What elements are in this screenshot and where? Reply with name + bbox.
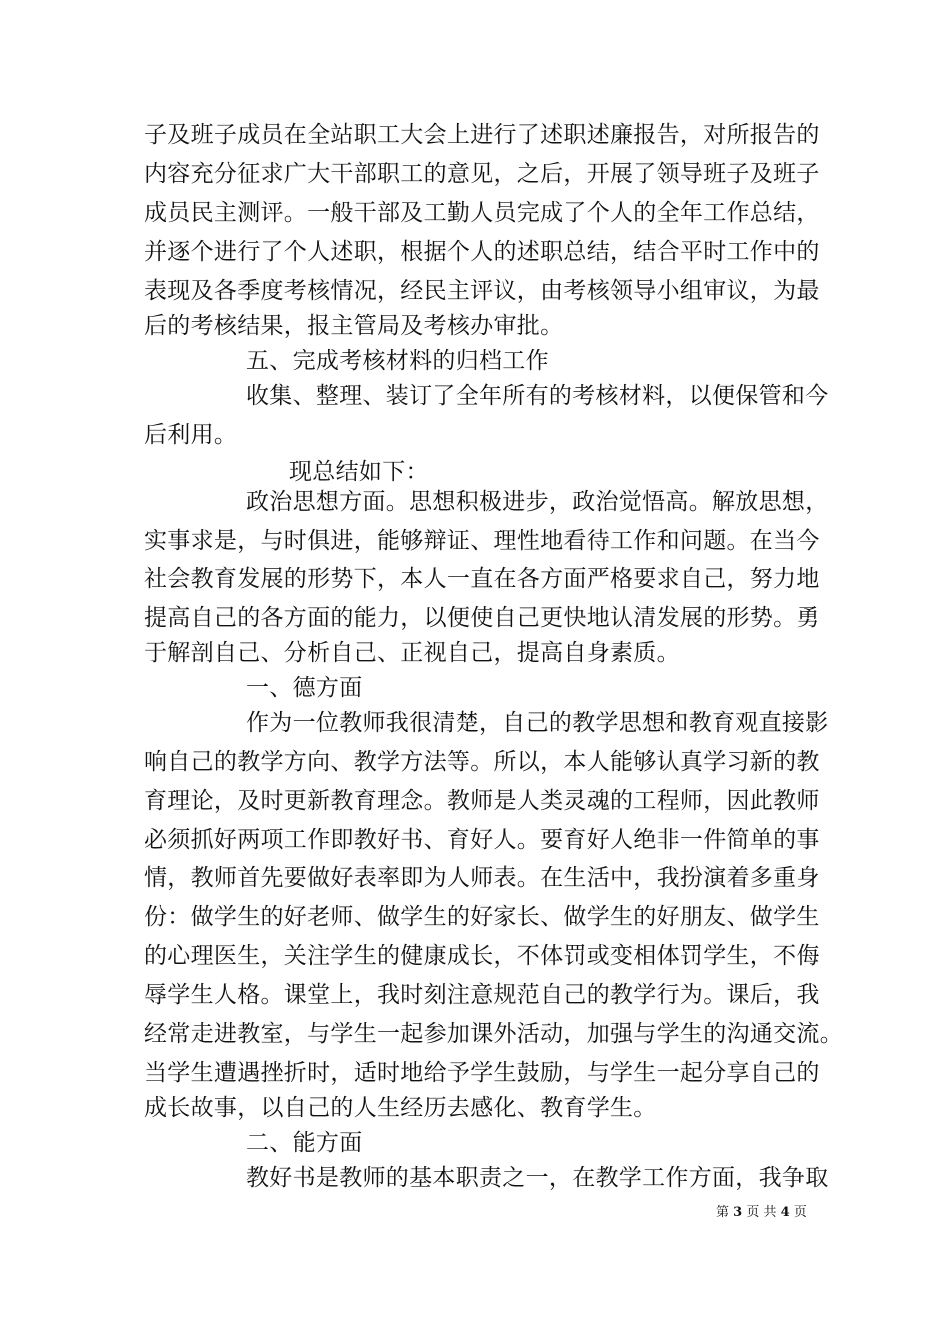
section-heading: 五、完成考核材料的归档工作 [246,348,549,374]
page-number-footer [716,1204,807,1222]
text-line: 表现及各季度考核情况，经民主评议，由考核领导小组审议，为最 [144,278,820,304]
text-line: 子及班子成员在全站职工大会上进行了述职述廉报告，对所报告的 [144,122,820,148]
summary-heading: 现总结如下： [289,459,429,485]
text-line: 社会教育发展的形势下，本人一直在各方面严格要求自己，努力地 [144,566,820,592]
text-line: 份：做学生的好老师、做学生的好家长、做学生的好朋友、做学生 [144,904,820,930]
section-heading: 二、能方面 [246,1130,363,1156]
footer-suffix: 页 [793,1205,807,1220]
text-line: 成员民主测评。一般干部及工勤人员完成了个人的全年工作总结， [144,200,820,226]
current-page-number: 3 [733,1205,743,1220]
text-line: 经常走进教室，与学生一起参加课外活动，加强与学生的沟通交流。 [144,1021,843,1047]
text-line: 政治思想方面。思想积极进步，政治觉悟高。解放思想， [246,489,829,515]
section-heading: 一、德方面 [246,675,363,701]
text-line: 教好书是教师的基本职责之一，在教学工作方面，我争取 [246,1165,829,1191]
text-line: 情，教师首先要做好表率即为人师表。在生活中，我扮演着多重身 [144,865,820,891]
text-line: 育理论，及时更新教育理念。教师是人类灵魂的工程师，因此教师 [144,788,820,814]
text-line: 后的考核结果，报主管局及考核办审批。 [144,313,564,339]
text-line: 辱学生人格。课堂上，我时刻注意规范自己的教学行为。课后，我 [144,982,820,1008]
text-line: 并逐个进行了个人述职，根据个人的述职总结，结合平时工作中的 [144,239,820,265]
text-line: 于解剖自己、分析自己、正视自己，提高自身素质。 [144,640,680,666]
text-line: 当学生遭遇挫折时，适时地给予学生鼓励，与学生一起分享自己的 [144,1060,820,1086]
text-line: 实事求是，与时俱进，能够辩证、理性地看待工作和问题。在当今 [144,528,820,554]
text-line: 必须抓好两项工作即教好书、育好人。要育好人绝非一件简单的事 [144,827,820,853]
total-page-count: 4 [780,1205,790,1220]
text-line: 提高自己的各方面的能力，以便使自己更快地认清发展的形势。勇 [144,605,820,631]
text-line: 作为一位教师我很清楚，自己的教学思想和教育观直接影 [246,710,829,736]
footer-prefix: 第 [716,1205,730,1220]
text-line: 的心理医生，关注学生的健康成长，不体罚或变相体罚学生，不侮 [144,943,820,969]
text-line: 收集、整理、装订了全年所有的考核材料，以便保管和今 [246,383,829,409]
text-line: 成长故事，以自己的人生经历去感化、教育学生。 [144,1095,657,1121]
footer-middle: 页 共 [746,1205,777,1220]
text-line: 响自己的教学方向、教学方法等。所以，本人能够认真学习新的教 [144,749,820,775]
text-line: 后利用。 [144,422,238,448]
text-line: 内容充分征求广大干部职工的意见，之后，开展了领导班子及班子 [144,161,820,187]
